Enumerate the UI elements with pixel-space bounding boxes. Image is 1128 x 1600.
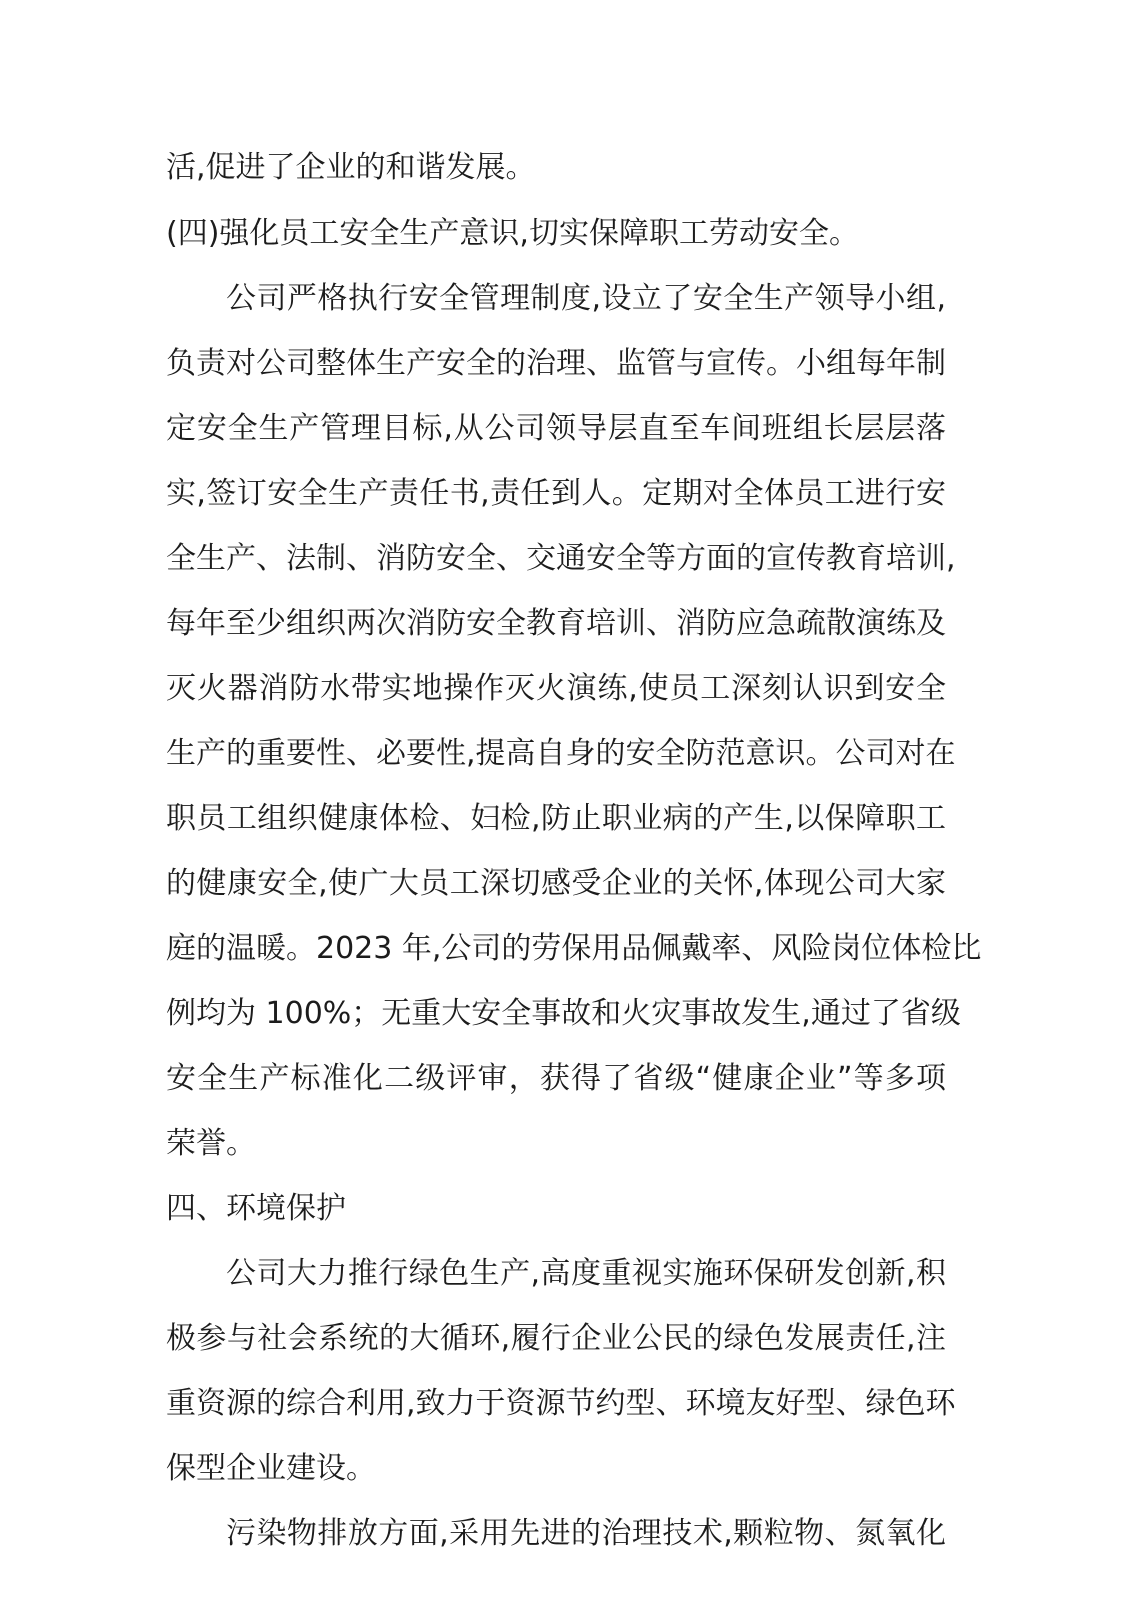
text-line: 重资源的综合利用,致力于资源节约型、环境友好型、绿色环 <box>166 1386 956 1421</box>
text-line: 的健康安全,使广大员工深切感受企业的关怀,体现公司大家 <box>166 866 946 901</box>
text-line: 保型企业建设。 <box>166 1451 376 1486</box>
text-line: 极参与社会系统的大循环,履行企业公民的绿色发展责任,注 <box>166 1321 946 1356</box>
section-heading: (四)强化员工安全生产意识,切实保障职工劳动安全。 <box>166 216 859 251</box>
text-line: 活,促进了企业的和谐发展。 <box>166 150 536 185</box>
text-line: 每年至少组织两次消防安全教育培训、消防应急疏散演练及 <box>166 606 946 641</box>
text-line: 例均为 100%；无重大安全事故和火灾事故发生,通过了省级 <box>166 996 961 1031</box>
text-line: 庭的温暖。2023 年,公司的劳保用品佩戴率、风险岗位体检比 <box>166 931 982 966</box>
text-line: 灭火器消防水带实地操作灭火演练,使员工深刻认识到安全 <box>166 671 946 706</box>
text-line: 定安全生产管理目标,从公司领导层直至车间班组长层层落 <box>166 411 946 446</box>
text-line: 生产的重要性、必要性,提高自身的安全防范意识。公司对在 <box>166 736 956 771</box>
text-line: 公司大力推行绿色生产,高度重视实施环保研发创新,积 <box>226 1256 946 1291</box>
text-line: 实,签订安全生产责任书,责任到人。定期对全体员工进行安 <box>166 476 946 511</box>
text-line: 全生产、法制、消防安全、交通安全等方面的宣传教育培训, <box>166 541 956 576</box>
text-line: 荣誉。 <box>166 1126 256 1161</box>
text-line: 负责对公司整体生产安全的治理、监管与宣传。小组每年制 <box>166 346 946 381</box>
text-line: 职员工组织健康体检、妇检,防止职业病的产生,以保障职工 <box>166 801 946 836</box>
text-line: 污染物排放方面,采用先进的治理技术,颗粒物、氮氧化 <box>226 1516 946 1551</box>
text-line: 公司严格执行安全管理制度,设立了安全生产领导小组, <box>226 281 946 316</box>
section-heading: 四、环境保护 <box>166 1191 346 1226</box>
text-line: 安全生产标准化二级评审，获得了省级“健康企业”等多项 <box>166 1061 946 1096</box>
